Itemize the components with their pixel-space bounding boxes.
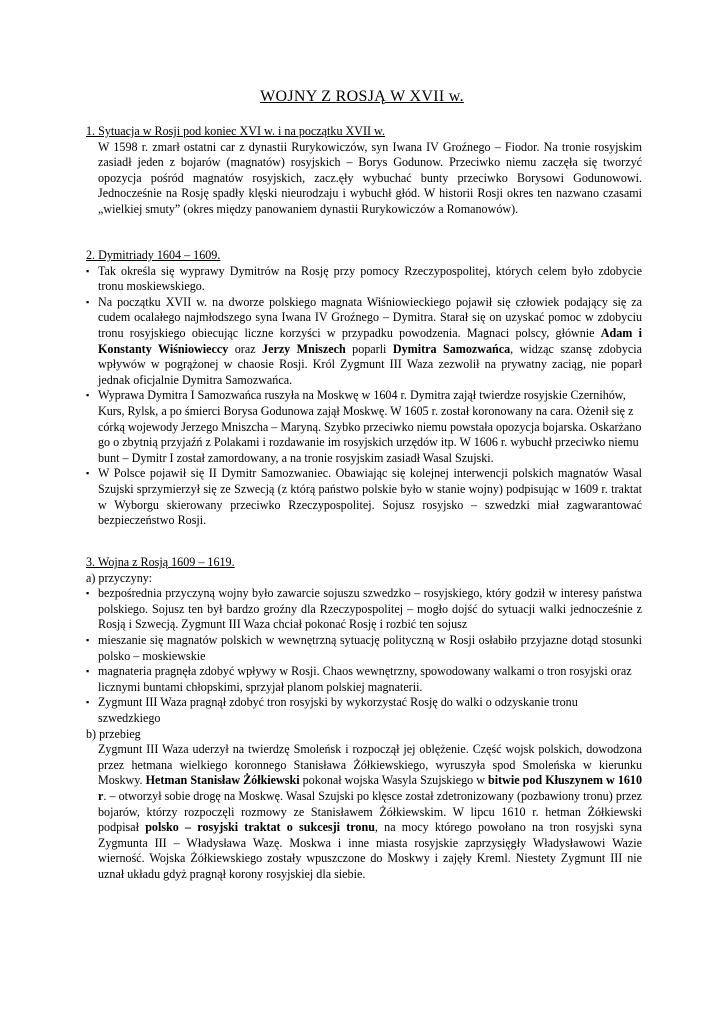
paragraph-text: Zygmunt III Waza uderzył na twierdzę Smoleńsk i rozpoczął jej oblężenie. Część wojsk polskich, dowodzona przez hetmana wielkiego koronnego Stanisława Żółkiewskiego, wyruszyła spod Smoleńska w kierunku Moskwy. — [98, 742, 642, 788]
paragraph-text: pokonał wojska Wasyla Szujskiego w — [299, 773, 489, 788]
bullet-text: Wyprawa Dymitra I Samozwańca ruszyła na Moskwę w 1604 r. Dymitra zajął twierdze rosyjskie Czernihów, Kurs, Rylsk, a po śmierci Borysa Godunowa zajął Moskwę. W 1605 r. został koronowany na cara. Ożenił się z córką wojewody Jerzego Mniszcha – Maryną. Szybko przeciwko niemu powstała opozycja bojarska. Oskarżano go o zbytnią przyjaźń z Polakami i rozdawanie im rosyjskich urzędów itp. W 1606 r. wybuchł przeciwko niemu bunt – Dymitr I został zamordowany, a na tronie rosyjskim zasiadł Wasal Szujski. — [98, 388, 642, 465]
bullet-square-icon: ▪ — [86, 390, 90, 401]
section-2-bullet-4 — [86, 466, 642, 528]
section-2-bullet-1 — [86, 264, 642, 295]
bullet-text: poparli — [345, 341, 393, 356]
bold-name-zolkiewski: Hetman Stanisław Żółkiewski — [145, 773, 300, 788]
bold-name-mniszech: Jerzy Mniszech — [262, 341, 346, 356]
section-3-bullet-3 — [86, 664, 642, 695]
section-2-heading: 2. Dymitriady 1604 – 1609. — [86, 248, 221, 262]
bullet-square-icon: ▪ — [86, 697, 90, 708]
bullet-text: oraz — [228, 341, 263, 356]
section-3 — [86, 555, 642, 882]
section-3-bullet-2 — [86, 633, 642, 664]
bullet-text: magnateria pragnęła zdobyć wpływy w Rosji. Chaos wewnętrzny, spowodowany walkami o tron rosyjski oraz licznymi buntami chłopskimi, sprzyjał planom polskiej magnaterii. — [98, 664, 632, 694]
bold-battle-kluszyn: bitwie pod Kłuszynem w 1610 r — [98, 773, 643, 803]
section-3-label-b: b) przebieg — [86, 726, 141, 741]
section-2 — [86, 248, 642, 529]
bold-name-dymitr: Dymitra Samozwańca — [392, 341, 511, 356]
bullet-square-icon: ▪ — [86, 588, 90, 599]
page-title: WOJNY Z ROSJĄ W XVII w. — [260, 88, 464, 105]
bold-name-wisniowieccy: Adam i Konstanty Wiśniowieccy — [98, 325, 642, 356]
bullet-square-icon: ▪ — [86, 296, 90, 307]
section-1-paragraph: W 1598 r. zmarł ostatni car z dynastii Rurykowiczów, syn Iwana IV Groźnego – Fiodor. Na tronie rosyjskim zasiadł jeden z bojarów (magnatów) rosyjskich – Borys Godunow. Przeciwko niemu zaczęła się tworzyć opozycja pośród magnatów rosyjskich, zacz.ęły wybuchać bunty przeciwko Borysowi Godunowowi. Jednocześnie na Rosję spadły klęski nieurodzaju i wybuchł głód. W historii Rosji okres ten nazwano czasami „wielkiej smuty” (okres między panowaniem dynastii Rurykowiczów a Romanowów). — [98, 139, 642, 216]
bold-treaty: polsko – rosyjski traktat o sukcesji tronu — [145, 820, 375, 835]
section-2-bullet-2 — [86, 295, 642, 389]
bullet-text: mieszanie się magnatów polskich w wewnętrzną sytuację polityczną w Rosji osłabiło przyjazne dotąd stosunki polsko – moskiewskie — [98, 632, 642, 663]
section-1 — [86, 124, 642, 218]
bullet-square-icon: ▪ — [86, 634, 90, 645]
bullet-square-icon: ▪ — [86, 666, 90, 677]
bullet-text: , widząc szansę zdobycia wpływów w pogrążonej w chaosie Rosji. Król Zygmunt III Waza zezwolił na prywatny zaciąg, nie poparł jednak oficjalnie Dymitra Samozwańca. — [98, 341, 642, 387]
section-3-paragraph — [86, 742, 642, 882]
bullet-text: Tak określa się wyprawy Dymitrów na Rosję przy pomocy Rzeczypospolitej, których celem było zdobycie tronu moskiewskiego. — [98, 263, 642, 294]
section-3-label-a: a) przyczyny: — [86, 570, 153, 585]
section-1-heading: 1. Sytuacja w Rosji pod koniec XVI w. i na początku XVII w. — [86, 124, 386, 138]
bullet-text: bezpośrednia przyczyną wojny było zawarcie sojuszu szwedzko – rosyjskiego, który godził w interesy państwa polskiego. Sojusz ten był bardzo groźny dla Rzeczypospolitej – mogło dojść do sytuacji walki jednocześnie z Rosją i Szwecją. Zygmunt III Waza chciał pokonać Rosję i rozbić ten sojusz — [98, 586, 642, 632]
section-2-bullet-3 — [86, 388, 642, 466]
bullet-text: Zygmunt III Waza pragnął zdobyć tron rosyjski by wykorzystać Rosję do walki o odzyskanie tronu szwedzkiego — [98, 695, 578, 725]
section-3-heading: 3. Wojna z Rosją 1609 – 1619. — [86, 555, 235, 569]
section-3-bullet-4 — [86, 695, 642, 726]
bullet-text: W Polsce pojawił się II Dymitr Samozwaniec. Obawiając się kolejnej interwencji polskich magnatów Wasal Szujski sprzymierzył się ze Szwecją (z którą państwo polskie było w stanie wojny) podpisując w 1609 r. traktat w Wyborgu skierowany przeciwko Rzeczypospolitej. Sojusz rosyjsko – szwedzki miał zagwarantować bezpieczeństwo Rosji. — [98, 466, 642, 528]
section-3-bullet-1 — [86, 586, 642, 633]
bullet-square-icon: ▪ — [86, 265, 90, 276]
paragraph-text: . – otworzył sobie drogę na Moskwę. Wasal Szujski po klęsce został zdetronizowany (pozbawiony tronu) przez bojarów, którzy rozpoczęli rozmowy ze Stanisławem Żółkiewskim. W lipcu 1610 r. hetman Żółkiewski podpisał — [98, 788, 642, 835]
bullet-square-icon: ▪ — [86, 468, 90, 479]
bullet-text: Na początku XVII w. na dworze polskiego magnata Wiśniowieckiego pojawił się człowiek podający się za cudem ocalałego najmłodszego syna Iwana IV Groźnego – Dymitra. Starał się on uzyskać pomoc w zdobyciu tronu rosyjskiego obiecując liczne korzyści w przypadku powodzenia. Magnaci polscy, głównie — [98, 294, 642, 340]
paragraph-text: , na mocy którego powołano na tron rosyjski syna Zygmunta III – Władysława Wazę. Moskwa i inne miasta rosyjskie zaprzysięgły Władysławowi Wazie wierność. Wojska Żółkiewskiego zostały wpuszczone do Moskwy i zajęły Kreml. Niestety Zygmunt III nie uznał układu gdyż pragnął korony rosyjskiej dla siebie. — [98, 820, 642, 881]
